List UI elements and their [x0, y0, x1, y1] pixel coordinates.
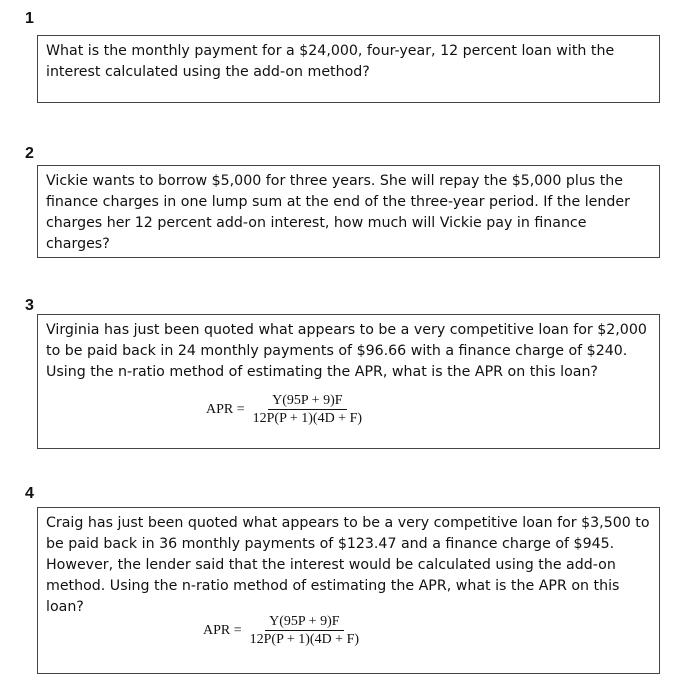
question-2-box: [37, 165, 660, 258]
formula-denominator: 12P(P + 1)(4D + F): [249, 632, 360, 647]
question-2-text: Vickie wants to borrow $5,000 for three years. She will repay the $5,000 plus the finance charges in one lump sum at the end of the three-year period. If the lender charges her 12 percent add-on interest, how much will Vickie pay in finance charges?: [46, 173, 630, 252]
formula-denominator: 12P(P + 1)(4D + F): [252, 411, 363, 426]
question-3-box: [37, 314, 660, 449]
formula-lhs: APR =: [203, 622, 242, 638]
question-2-number: 2: [25, 145, 34, 162]
question-3-text: Virginia has just been quoted what appears to be a very competitive loan for $2,000 to be paid back in 24 monthly payments of $96.66 with a finance charge of $240. Using the n-ratio method of estimating the APR, what is the APR on this loan?: [46, 322, 647, 380]
apr-formula: [203, 614, 363, 647]
formula-numerator: Y(95P + 9)F: [265, 614, 343, 631]
formula-numerator: Y(95P + 9)F: [268, 393, 346, 410]
question-4-box: [37, 507, 660, 674]
question-4-text: Craig has just been quoted what appears to be a very competitive loan for $3,500 to be paid back in 36 monthly payments of $123.47 and a finance charge of $945. However, the lender said that the interest would be calculated using the add-on method. Using the n-ratio method of estimating the APR, what is the APR on this loan?: [46, 515, 650, 615]
question-1-number: 1: [25, 10, 34, 27]
question-3-number: 3: [25, 297, 34, 314]
formula-lhs: APR =: [206, 401, 245, 417]
formula-fraction: [246, 614, 363, 647]
question-4-number: 4: [25, 485, 34, 502]
apr-formula: [206, 393, 366, 426]
question-1-box: [37, 35, 660, 103]
formula-fraction: [249, 393, 366, 426]
question-1-text: What is the monthly payment for a $24,000, four-year, 12 percent loan with the interest calculated using the add-on method?: [46, 43, 615, 80]
